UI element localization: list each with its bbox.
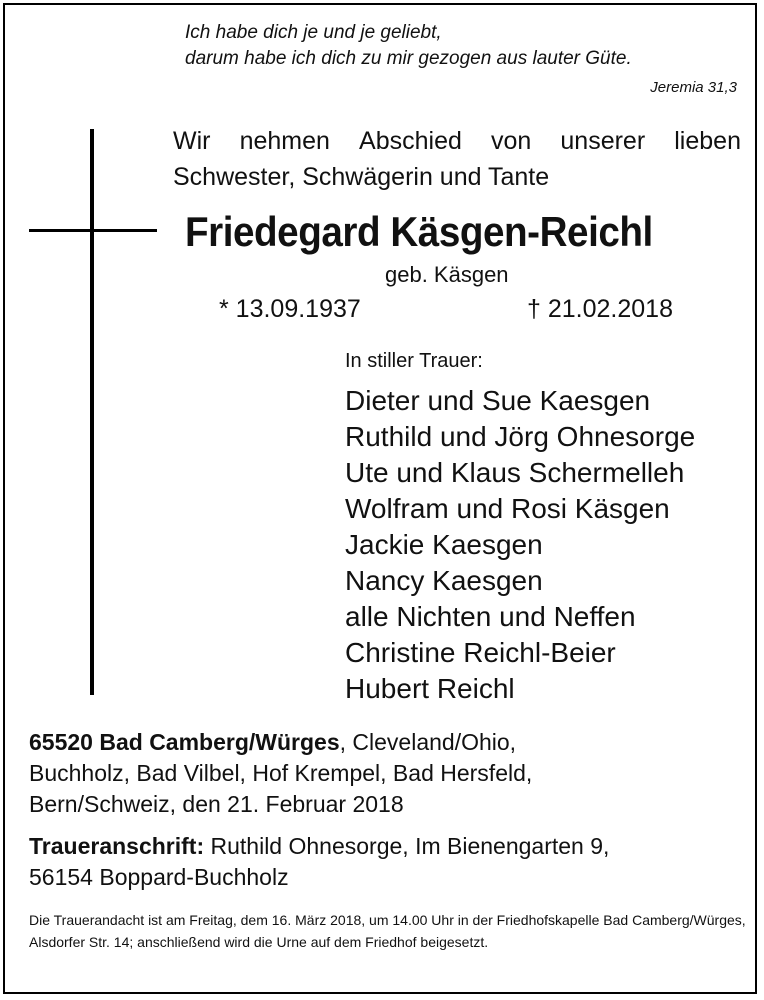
intro-line-1: [173, 123, 741, 159]
birth-name: geb. Käsgen: [385, 262, 509, 287]
place-line-1: [29, 727, 532, 758]
mourner-name: Ute und Klaus Schermelleh: [345, 457, 685, 488]
place-line-1-rest: , Cleveland/Ohio,: [339, 729, 517, 755]
intro-word: lieben: [674, 127, 741, 155]
place-town: 65520 Bad Camberg/Würges: [29, 729, 340, 755]
address-line-1: [29, 831, 609, 862]
cross-icon-bar: [29, 229, 157, 232]
place-and-date: [29, 727, 532, 820]
address-line-2: 56154 Boppard-Buchholz: [29, 864, 289, 890]
mourner-name: Nancy Kaesgen: [345, 565, 543, 596]
intro-word: von: [490, 127, 532, 155]
quote-line-1: Ich habe dich je und je geliebt,: [185, 22, 442, 43]
intro-word: nehmen: [239, 127, 330, 155]
intro-word: unserer: [560, 127, 646, 155]
mourner-name: Jackie Kaesgen: [345, 529, 543, 560]
place-line-3: Bern/Schweiz, den 21. Februar 2018: [29, 791, 404, 817]
cross-icon: [90, 129, 94, 695]
birth-date: * 13.09.1937: [219, 295, 361, 323]
deceased-name: Friedegard Käsgen-Reichl: [185, 208, 653, 255]
mourner-name: Wolfram und Rosi Käsgen: [345, 493, 670, 524]
intro-line-2: Schwester, Schwägerin und Tante: [173, 163, 550, 191]
mourners-label: In stiller Trauer:: [345, 350, 483, 372]
mourner-name: Ruthild und Jörg Ohnesorge: [345, 421, 696, 452]
mourning-address: [29, 831, 609, 893]
quote-source: Jeremia 31,3: [650, 79, 737, 96]
quote-line-2: darum habe ich dich zu mir gezogen aus lauter Güte.: [185, 48, 632, 69]
death-date: † 21.02.2018: [527, 295, 673, 323]
obituary-notice: [3, 3, 757, 994]
intro-word: Wir: [173, 127, 211, 155]
mourner-name: Dieter und Sue Kaesgen: [345, 385, 651, 416]
mourner-name: alle Nichten und Neffen: [345, 601, 636, 632]
intro-word: Abschied: [359, 127, 462, 155]
mourners-list: [345, 383, 695, 707]
intro-text: [173, 123, 741, 195]
funeral-notice: Die Trauerandacht ist am Freitag, dem 16. März 2018, um 14.00 Uhr in der Friedhofskapelle Bad Camberg/Würges, Alsdorfer Str. 14; anschließend wird die Urne auf dem Friedhof beigesetzt.: [29, 912, 746, 950]
place-line-2: Buchholz, Bad Vilbel, Hof Krempel, Bad Hersfeld,: [29, 760, 533, 786]
address-label: Traueranschrift:: [29, 833, 205, 859]
mourner-name: Christine Reichl-Beier: [345, 637, 616, 668]
address-line-1-rest: Ruthild Ohnesorge, Im Bienengarten 9,: [204, 833, 610, 859]
mourner-name: Hubert Reichl: [345, 673, 515, 704]
